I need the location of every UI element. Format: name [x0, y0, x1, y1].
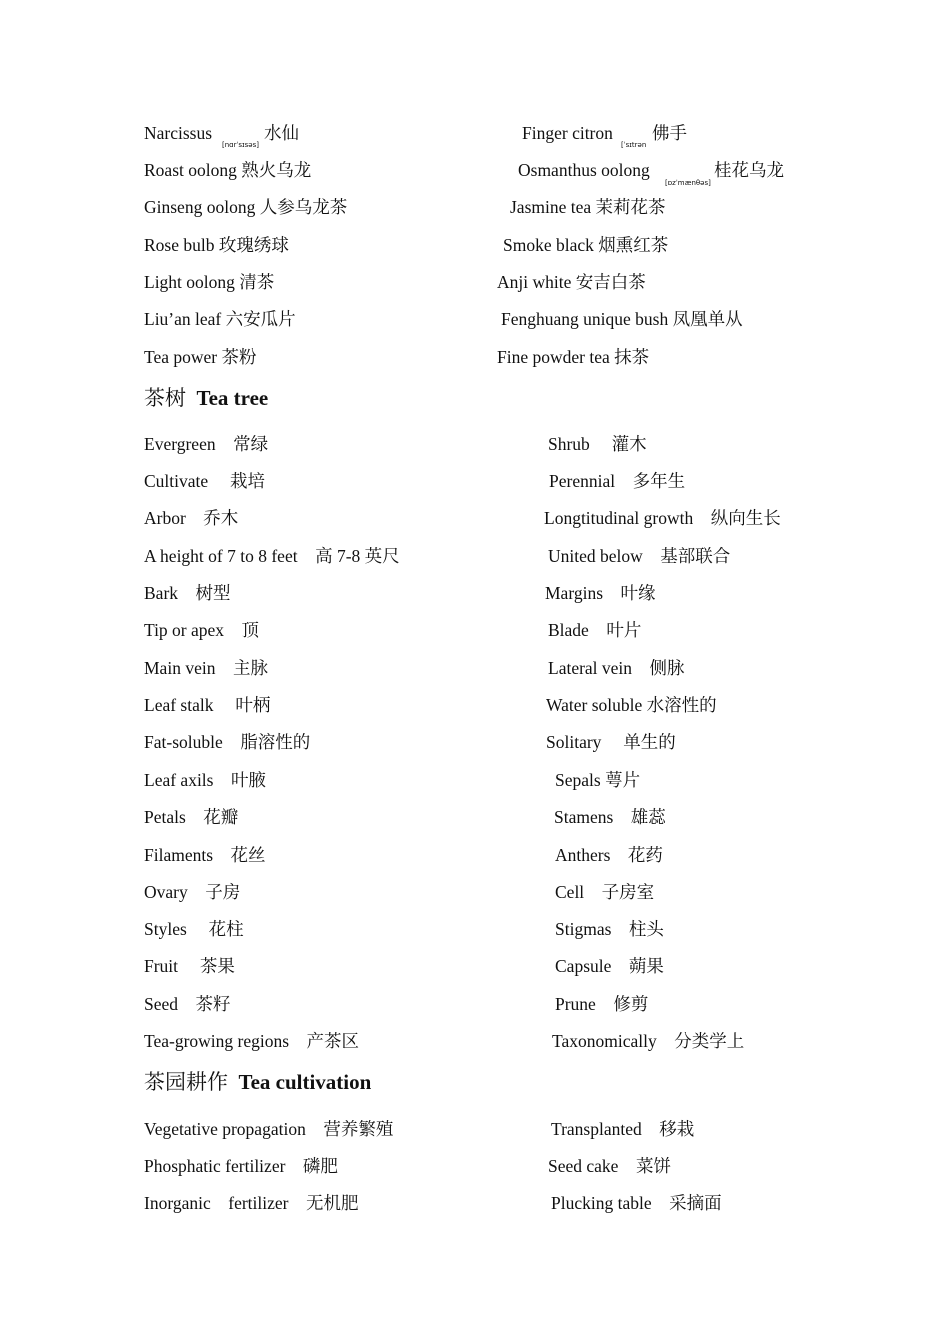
term-left: A height of 7 to 8 feet 高 7-8 英尺: [144, 546, 400, 566]
term-left: Roast oolong 熟火乌龙: [144, 160, 312, 180]
term-right-zh: 桂花乌龙: [714, 160, 784, 180]
term-left: Evergreen 常绿: [144, 434, 269, 454]
term-right: Osmanthus oolong: [518, 160, 650, 180]
term-right: Margins 叶缘: [545, 583, 656, 603]
term-right: Blade 叶片: [548, 620, 642, 640]
term-right: Cell 子房室: [555, 882, 655, 902]
term-left: Styles 花柱: [144, 919, 244, 939]
term-right: Transplanted 移栽: [551, 1119, 695, 1139]
heading-zh: 茶树: [144, 386, 186, 410]
term-right: Prune 修剪: [555, 994, 649, 1014]
term-left: Seed 茶籽: [144, 994, 231, 1014]
term-right: Finger citron: [522, 123, 613, 143]
term-right: Longtitudinal growth 纵向生长: [544, 508, 781, 528]
term-left: Rose bulb 玫瑰绣球: [144, 235, 289, 255]
term-left: Narcissus: [144, 123, 213, 143]
term-right: Lateral vein 侧脉: [548, 658, 685, 678]
term-left: Fruit 茶果: [144, 956, 235, 976]
heading-en: Tea cultivation: [238, 1070, 372, 1094]
term-right: Stamens 雄蕊: [554, 807, 666, 827]
term-right: Seed cake 菜饼: [548, 1156, 671, 1176]
term-left: Cultivate 栽培: [144, 471, 266, 491]
term-right: Taxonomically 分类学上: [552, 1031, 745, 1051]
term-left: Ginseng oolong 人参乌龙茶: [144, 197, 348, 217]
term-left: Ovary 子房: [144, 882, 241, 902]
term-right: Perennial 多年生: [549, 471, 686, 491]
term-right: Plucking table 采摘面: [551, 1193, 722, 1213]
term-left: Bark 树型: [144, 583, 231, 603]
term-left: Fat-soluble 脂溶性的: [144, 732, 311, 752]
term-left: Phosphatic fertilizer 磷肥: [144, 1156, 338, 1176]
term-left: Light oolong 清茶: [144, 272, 275, 292]
term-right: Jasmine tea 茉莉花茶: [510, 197, 666, 217]
term-right: Solitary 单生的: [546, 732, 676, 752]
term-left: Vegetative propagation 营养繁殖: [144, 1119, 394, 1139]
term-right: Sepals 萼片: [555, 770, 641, 790]
term-left-zh: 水仙: [264, 123, 299, 143]
term-left: Leaf axils 叶腋: [144, 770, 266, 790]
phonetic-left: [nɑrˈsɪsəs]: [222, 141, 259, 149]
term-right: Water soluble 水溶性的: [546, 695, 717, 715]
heading-zh: 茶园耕作: [144, 1070, 228, 1094]
term-left: Inorganic fertilizer 无机肥: [144, 1193, 359, 1213]
term-left: Main vein 主脉: [144, 658, 268, 678]
section-heading-tea-tree: [144, 386, 268, 410]
term-right: Shrub 灌木: [548, 434, 647, 454]
term-right: Stigmas 柱头: [555, 919, 664, 939]
term-right: Smoke black 烟熏红茶: [503, 235, 669, 255]
section-heading-tea-cultivation: [144, 1070, 371, 1094]
term-right: Fine powder tea 抹茶: [497, 347, 650, 367]
term-left: Petals 花瓣: [144, 807, 239, 827]
term-right: Anji white 安吉白茶: [497, 272, 646, 292]
term-left: Tea power 茶粉: [144, 347, 257, 367]
term-left: Liu’an leaf 六安瓜片: [144, 309, 296, 329]
term-left: Arbor 乔木: [144, 508, 239, 528]
phonetic-right: [ˈsɪtrən: [621, 141, 647, 149]
term-left: Filaments 花丝: [144, 845, 266, 865]
term-left: Tea-growing regions 产茶区: [144, 1031, 360, 1051]
term-right: Anthers 花药: [555, 845, 663, 865]
term-right: United below 基部联合: [548, 546, 731, 566]
phonetic-right: [ɒzˈmænθəs]: [665, 179, 711, 187]
heading-en: Tea tree: [196, 386, 269, 410]
term-right: Capsule 蒴果: [555, 956, 664, 976]
term-right-zh: 佛手: [652, 123, 687, 143]
term-right: Fenghuang unique bush 凤凰单从: [501, 309, 743, 329]
term-left: Leaf stalk 叶柄: [144, 695, 271, 715]
term-left: Tip or apex 顶: [144, 620, 260, 640]
